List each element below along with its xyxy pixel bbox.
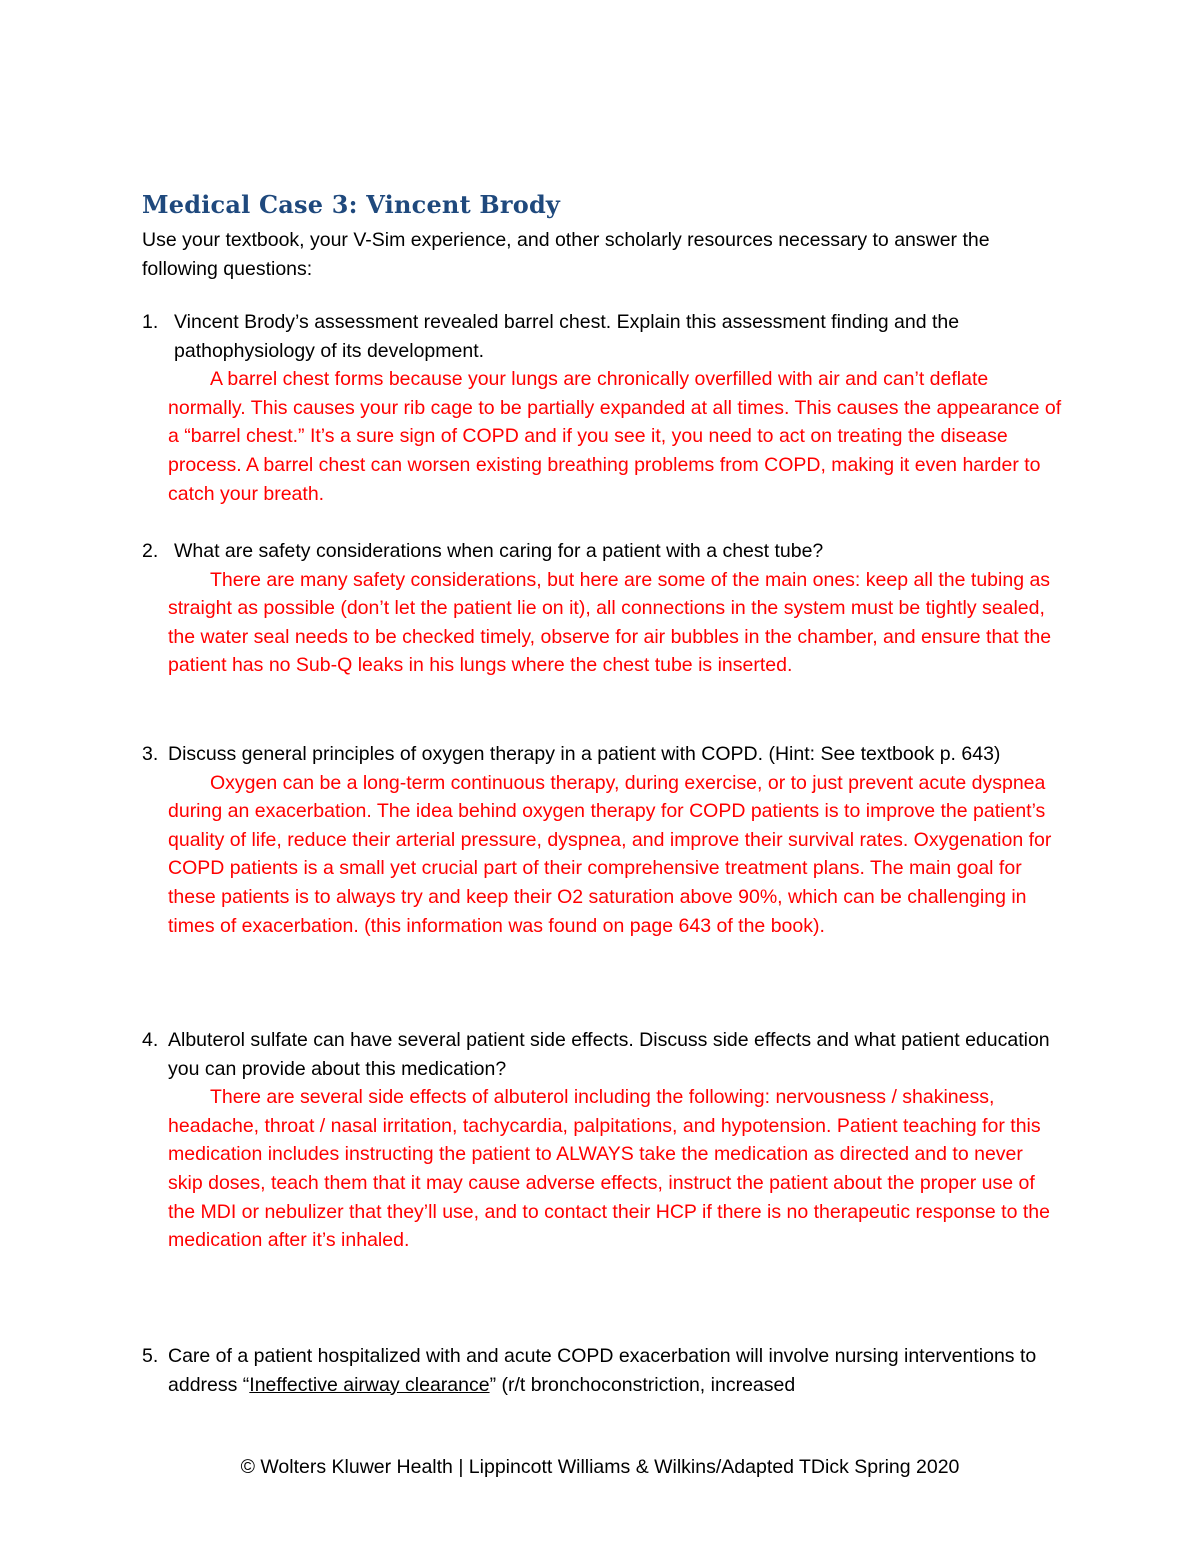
question-2	[142, 537, 1062, 680]
question-text: Vincent Brody’s assessment revealed barrel chest. Explain this assessment finding and the pathophysiology of its development.	[174, 311, 960, 362]
question-text: What are safety considerations when caring for a patient with a chest tube?	[174, 540, 824, 562]
question-4	[142, 1026, 1062, 1255]
question-number: 1.	[142, 311, 159, 333]
underlined-term: Ineffective airway clearance	[249, 1373, 490, 1396]
question-3	[142, 740, 1062, 940]
question-1	[142, 308, 1062, 508]
question-text: Discuss general principles of oxygen therapy in a patient with COPD. (Hint: See textbook p. 643)	[168, 743, 1001, 765]
question-text-start: Care of a patient hospitalized with and acute COPD exacerbation will involve nursing interventions to address “	[168, 1345, 1037, 1396]
question-text	[142, 1342, 1062, 1399]
question-number: 4.	[142, 1029, 159, 1051]
question-number: 2.	[142, 540, 159, 562]
question-text: Albuterol sulfate can have several patient side effects. Discuss side effects and what patient education you can provide about this medication?	[168, 1029, 1050, 1080]
answer-text: A barrel chest forms because your lungs are chronically overfilled with air and can’t deflate normally. This causes your rib cage to be partially expanded at all times. This causes the appearance of a “barrel chest.” It’s a sure sign of COPD and if you see it, you need to act on treating the disease process. A barrel chest can worsen existing breathing problems from COPD, making it even harder to catch your breath.	[168, 368, 1062, 505]
answer-text: Oxygen can be a long-term continuous therapy, during exercise, or to just prevent acute dyspnea during an exacerbation. The idea behind oxygen therapy for COPD patients is to improve the patient’s quality of life, reduce their arterial pressure, dyspnea, and improve their survival rates. Oxygenation for COPD patients is a small yet crucial part of their comprehensive treatment plans. The main goal for these patients is to always try and keep their O2 saturation above 90%, which can be challenging in times of exacerbation. (this information was found on page 643 of the book).	[168, 771, 1052, 937]
answer-text: There are several side effects of albuterol including the following: nervousness / shakiness, headache, throat / nasal irritation, tachycardia, palpitations, and hypotension. Patient teaching for this medication includes instructing the patient to ALWAYS take the medication as directed and to never skip doses, teach them that it may cause adverse effects, instruct the patient about the proper use of the MDI or nebulizer that they’ll use, and to contact their HCP if there is no therapeutic response to the medication after it’s inhaled.	[168, 1086, 1050, 1252]
question-5	[142, 1342, 1062, 1399]
intro-text: Use your textbook, your V-Sim experience, and other scholarly resources necessary to answer the following questions:	[142, 229, 990, 280]
copyright-footer: © Wolters Kluwer Health | Lippincott Williams & Wilkins/Adapted TDick Spring 2020	[240, 1456, 960, 1478]
question-text-end: ” (r/t bronchoconstriction, increased	[489, 1373, 796, 1396]
page-title: Medical Case 3: Vincent Brody	[142, 190, 561, 219]
answer-text: There are many safety considerations, but here are some of the main ones: keep all the tubing as straight as possible (don’t let the patient lie on it), all connections in the system must be tightly sealed, the water seal needs to be checked timely, observe for air bubbles in the chamber, and ensure that the patient has no Sub-Q leaks in his lungs where the chest tube is inserted.	[168, 568, 1052, 677]
question-number: 5.	[142, 1345, 159, 1367]
question-number: 3.	[142, 743, 159, 765]
